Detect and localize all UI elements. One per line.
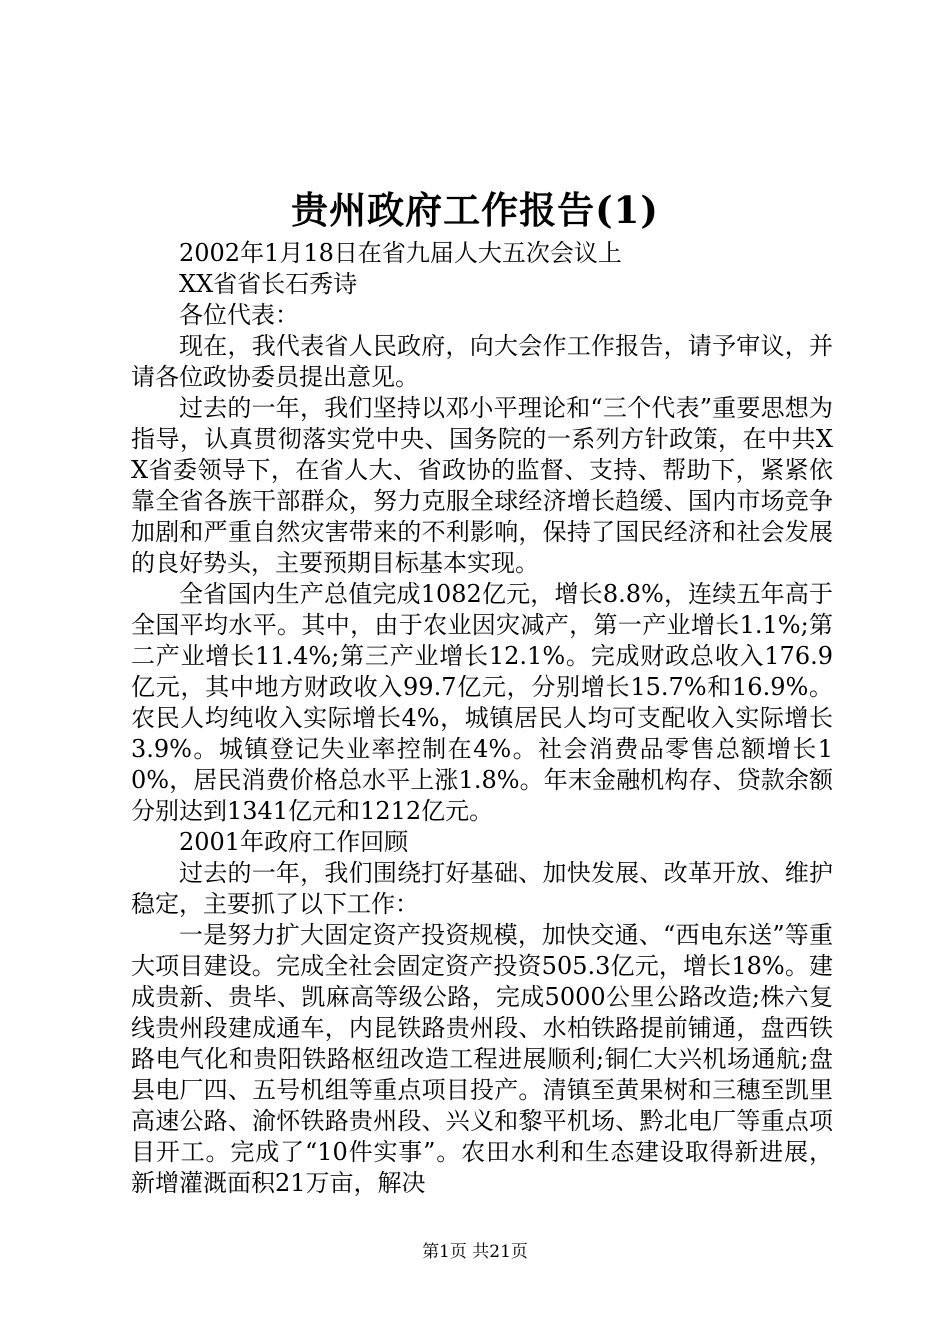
page-number: 第1页 共21页 [422, 1242, 528, 1262]
section-heading-review: 2001年政府工作回顾 [179, 828, 409, 856]
paragraph-meeting-date: 2002年1月18日在省九届人大五次会议上 [179, 239, 622, 267]
document-title: 贵州政府工作报告(1) [291, 188, 659, 232]
paragraph-economic-figures: 全省国内生产总值完成1082亿元，增长8.8%，连续五年高于全国平均水平。其中，由于农业因灾减产，第一产业增长1.1%;第二产业增长11.4%;第三产业增长12.1%。完成财政总收入176.9亿元，其中地方财政收入99.7亿元，分别增长15.7%和16.9%。农民人均纯收入实际增长4%，城镇居民人均可支配收入实际增长3.9%。城镇登记失业率控制在4%。社会消费品零售总额增长10%，居民消费价格总水平上涨1.8%。年末金融机构存、贷款余额分别达到1341亿元和1212亿元。 [131, 580, 833, 825]
paragraph-intro: 现在，我代表省人民政府，向大会作工作报告，请予审议，并请各位政协委员提出意见。 [131, 332, 833, 391]
paragraph-past-year: 过去的一年，我们坚持以邓小平理论和“三个代表”重要思想为指导，认真贯彻落实党中央、国务院的一系列方针政策，在中共XX省委领导下，在省人大、省政协的监督、支持、帮助下，紧紧依靠全省各族干部群众，努力克服全球经济增长趋缓、国内市场竞争加剧和严重自然灾害带来的不利影响，保持了国民经济和社会发展的良好势头，主要预期目标基本实现。 [131, 394, 833, 577]
paragraph-investment: 一是努力扩大固定资产投资规模，加快交通、“西电东送”等重大项目建设。完成全社会固定资产投资505.3亿元，增长18%。建成贵新、贵毕、凯麻高等级公路，完成5000公里公路改造;株六复线贵州段建成通车，内昆铁路贵州段、水柏铁路提前铺通，盘西铁路电气化和贵阳铁路枢纽改造工程进展顺利;铜仁大兴机场通航;盘县电厂四、五号机组等重点项目投产。清镇至黄果树和三穗至凯里高速公路、渝怀铁路贵州段、兴义和黎平机场、黔北电厂等重点项目开工。完成了“10件实事”。农田水利和生态建设取得新进展，新增灌溉面积21万亩，解决 [131, 921, 833, 1197]
paragraph-speaker: XX省省长石秀诗 [179, 270, 358, 298]
paragraph-review-intro: 过去的一年，我们围绕打好基础、加快发展、改革开放、维护稳定，主要抓了以下工作： [131, 859, 833, 918]
paragraph-salutation: 各位代表： [179, 301, 299, 329]
document-body [131, 238, 833, 1199]
